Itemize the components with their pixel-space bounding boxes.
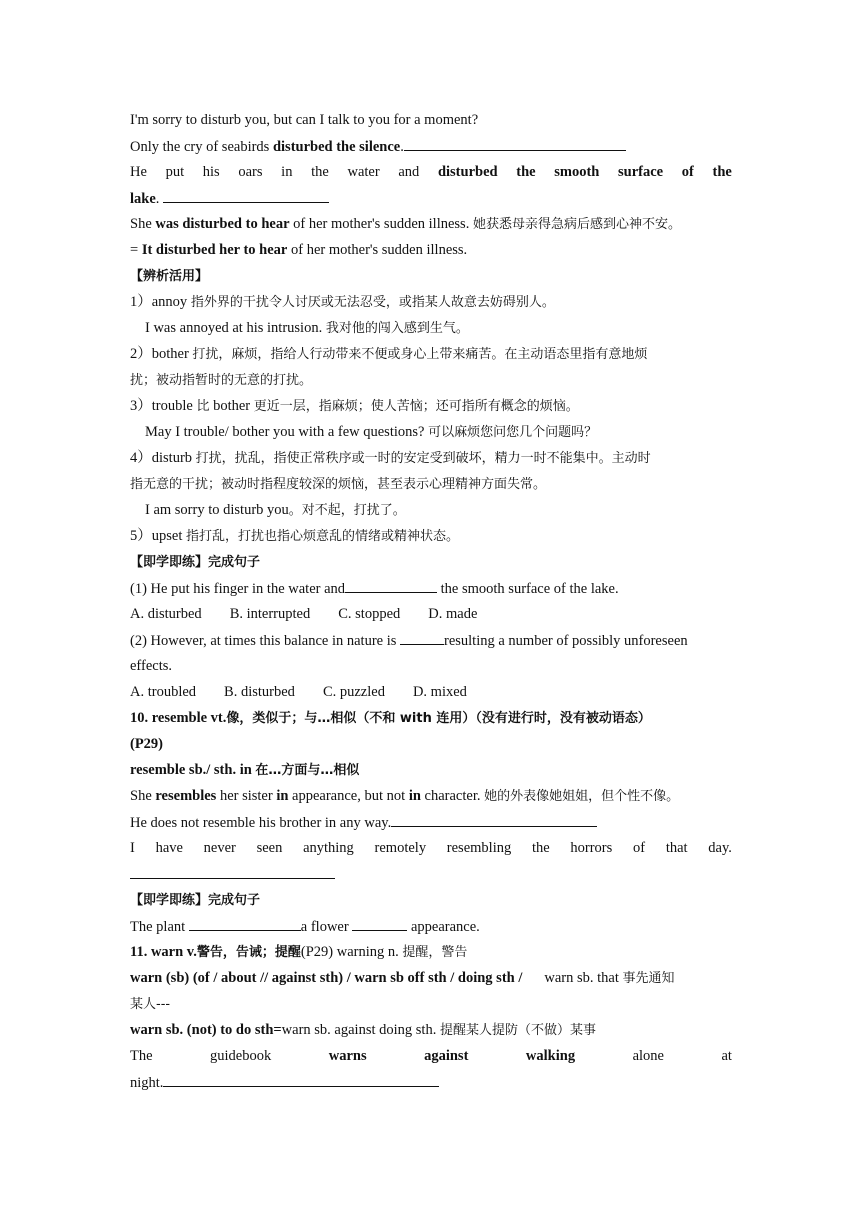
analysis-item: 指无意的干扰；被动时指程度较深的烦恼，甚至表示心理精神方面失常。: [130, 477, 547, 492]
example-sentence: lake.: [130, 188, 732, 209]
analysis-example: I was annoyed at his intrusion. 我对他的闯入感到生气。: [145, 320, 469, 336]
example-sentence: night.: [130, 1072, 732, 1093]
vocab-heading: (P29): [130, 736, 164, 752]
answer-blank[interactable]: [352, 916, 407, 931]
exercise-options: [130, 604, 732, 624]
example-sentence: [130, 864, 732, 885]
usage-pattern: warn (sb) (of / about // against sth) / warn sb off sth / doing sth / warn sb. that 事先通知: [130, 970, 675, 986]
analysis-example: I am sorry to disturb you。对不起，打扰了。: [145, 502, 406, 518]
option-c[interactable]: C. puzzled: [322, 684, 385, 700]
option-c[interactable]: C. stopped: [338, 606, 401, 622]
example-sentence: He does not resemble his brother in any way.: [130, 812, 732, 833]
analysis-item: 扰；被动指暂时的无意的打扰。: [130, 373, 313, 388]
analysis-example: May I trouble/ bother you with a few questions? 可以麻烦您问您几个问题吗？: [145, 424, 598, 440]
example-sentence: I'm sorry to disturb you, but can I talk to you for a moment?: [130, 112, 479, 128]
usage-pattern: warn sb. (not) to do sth=warn sb. against doing sth. 提醒某人提防（不做）某事: [130, 1022, 596, 1038]
example-sentence: She resembles her sister in appearance, but not in character. 她的外表像她姐姐，但个性不像。: [130, 788, 680, 804]
option-a[interactable]: A. disturbed: [130, 606, 202, 622]
analysis-item: 1）annoy 指外界的干扰令人讨厌或无法忍受，或指某人故意去妨碍别人。: [130, 294, 555, 310]
example-sentence: He put his oars in the water and disturbed the smooth surface of the: [130, 164, 732, 180]
usage-pattern: 某人---: [130, 997, 171, 1012]
option-a[interactable]: A. troubled: [130, 684, 197, 700]
answer-blank[interactable]: [189, 916, 301, 931]
analysis-item: 3）trouble 比 bother 更近一层，指麻烦；使人苦恼；还可指所有概念的烦恼。: [130, 398, 579, 414]
section-heading: 【即学即练】完成句子: [130, 893, 261, 908]
analysis-item: 5）upset 指打乱，打扰也指心烦意乱的情绪或精神状态。: [130, 528, 459, 544]
section-heading: 【辨析活用】: [130, 269, 209, 284]
example-sentence: I have never seen anything remotely resembling the horrors of that day.: [130, 840, 732, 856]
option-b[interactable]: B. interrupted: [229, 606, 311, 622]
answer-blank[interactable]: [391, 812, 597, 827]
example-sentence: = It disturbed her to hear of her mother's sudden illness.: [130, 242, 468, 258]
exercise-options: [130, 682, 732, 702]
usage-pattern: resemble sb./ sth. in 在…方面与…相似: [130, 762, 360, 778]
answer-blank[interactable]: [400, 630, 444, 645]
answer-blank[interactable]: [130, 864, 335, 879]
section-heading: 【即学即练】完成句子: [130, 555, 261, 570]
answer-blank[interactable]: [163, 1072, 439, 1087]
analysis-item: 2）bother 打扰，麻烦，指给人行动带来不便或身心上带来痛苦。在主动语态里指有意地烦: [130, 346, 648, 362]
option-d[interactable]: D. mixed: [412, 684, 467, 700]
vocab-heading: 11. warn v.警告，告诫；提醒(P29) warning n. 提醒，警告: [130, 944, 468, 960]
exercise-question: effects.: [130, 658, 172, 674]
option-b[interactable]: B. disturbed: [224, 684, 295, 700]
example-sentence: Only the cry of seabirds disturbed the silence.: [130, 136, 732, 157]
option-d[interactable]: D. made: [428, 606, 478, 622]
answer-blank[interactable]: [404, 136, 626, 151]
exercise-question: The plant a flower appearance.: [130, 916, 732, 937]
example-sentence: The guidebook warns against walking alone at: [130, 1048, 732, 1064]
analysis-item: 4）disturb 打扰，扰乱，指使正常秩序或一时的安定受到破坏，精力一时不能集中。主动时: [130, 450, 651, 466]
vocab-heading: 10. resemble vt.像，类似于；与…相似（不和 with 连用）（没有进行时，没有被动语态）: [130, 710, 651, 726]
answer-blank[interactable]: [345, 578, 437, 593]
example-sentence: She was disturbed to hear of her mother's sudden illness. 她获悉母亲得急病后感到心神不安。: [130, 216, 681, 232]
answer-blank[interactable]: [163, 188, 329, 203]
exercise-question: (1) He put his finger in the water and the smooth surface of the lake.: [130, 578, 732, 599]
exercise-question: (2) However, at times this balance in nature is resulting a number of possibly unforeseen: [130, 630, 732, 651]
